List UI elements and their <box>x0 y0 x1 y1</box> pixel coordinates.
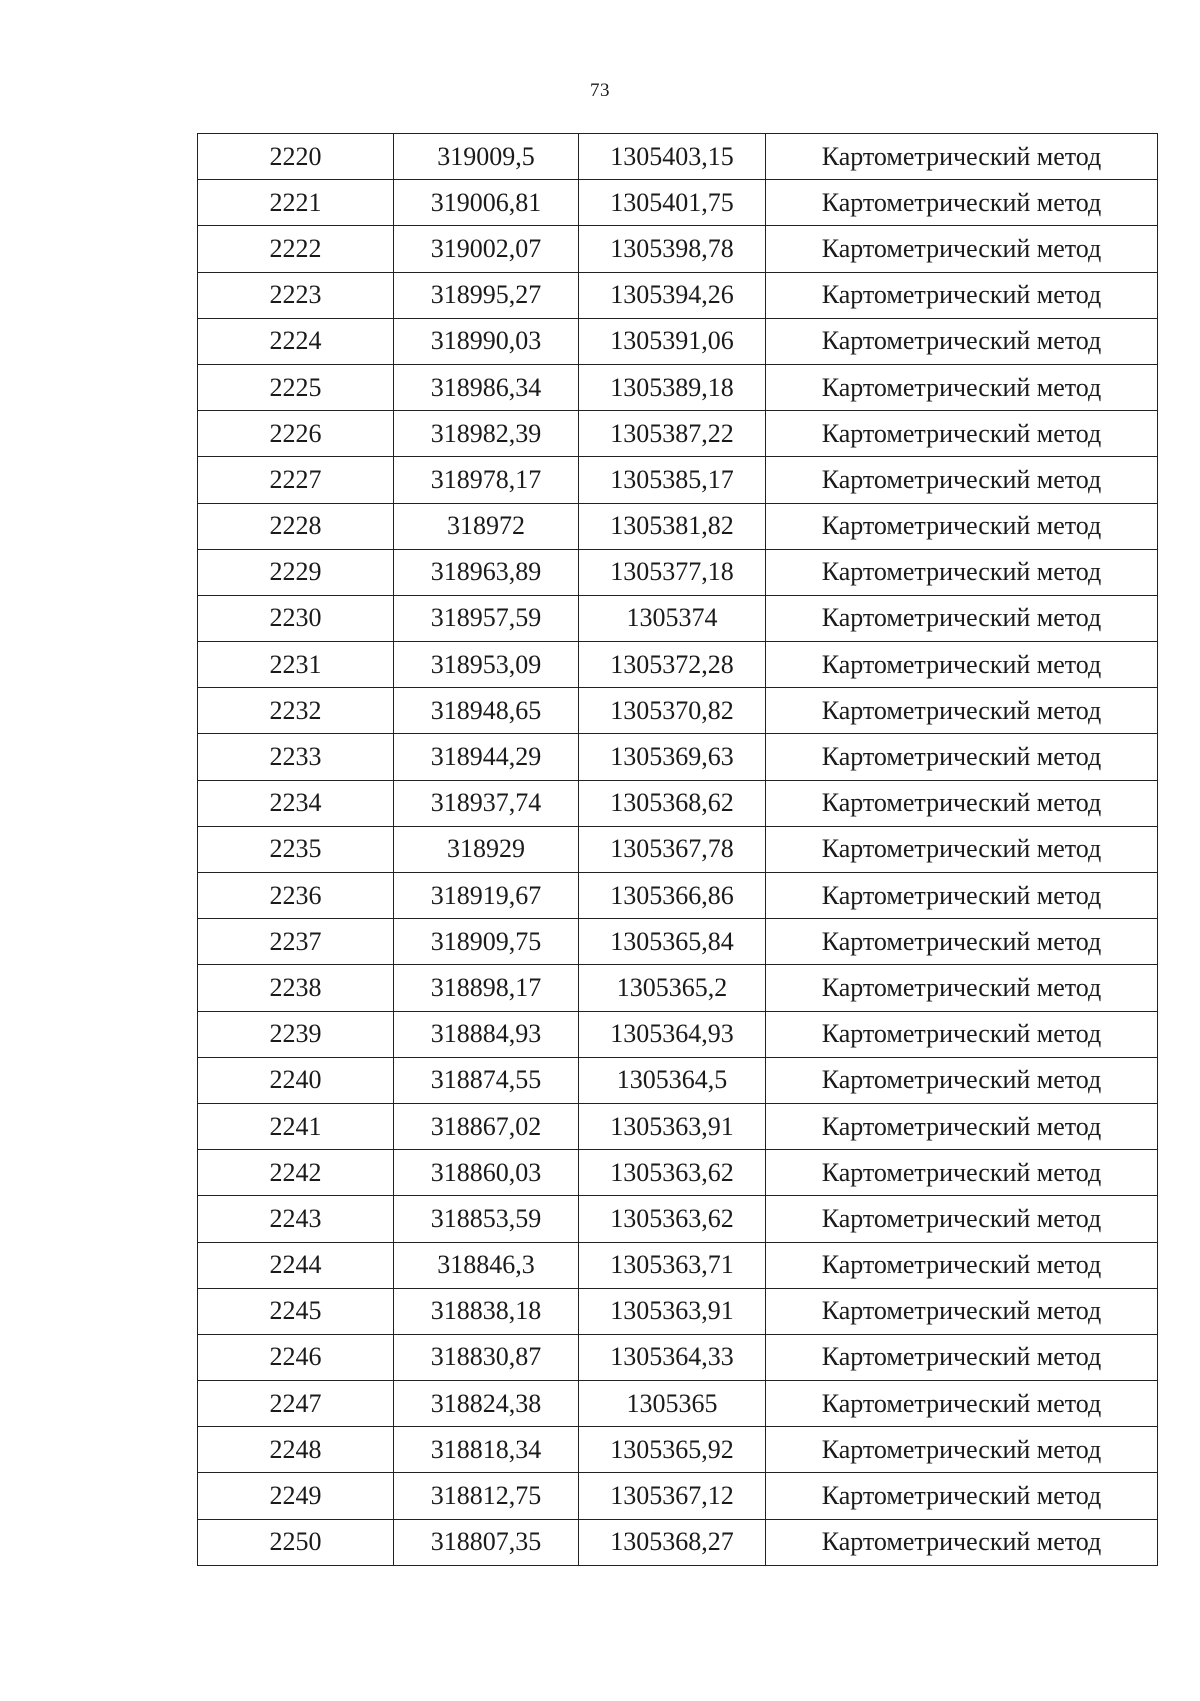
table-row <box>198 873 1158 919</box>
table-row <box>198 919 1158 965</box>
point-number-cell: 2243 <box>198 1196 394 1242</box>
y-coordinate-cell: 1305398,78 <box>579 226 766 272</box>
point-number-cell: 2246 <box>198 1334 394 1380</box>
x-coordinate-cell: 318919,67 <box>394 873 579 919</box>
method-cell: Картометрический метод <box>766 1519 1158 1565</box>
table-row <box>198 411 1158 457</box>
x-coordinate-cell: 318972 <box>394 503 579 549</box>
point-number-cell: 2226 <box>198 411 394 457</box>
point-number-cell: 2239 <box>198 1011 394 1057</box>
y-coordinate-cell: 1305363,62 <box>579 1150 766 1196</box>
point-number-cell: 2220 <box>198 134 394 180</box>
x-coordinate-cell: 318898,17 <box>394 965 579 1011</box>
table-row <box>198 180 1158 226</box>
table-row <box>198 364 1158 410</box>
x-coordinate-cell: 318982,39 <box>394 411 579 457</box>
method-cell: Картометрический метод <box>766 873 1158 919</box>
table-row <box>198 826 1158 872</box>
method-cell: Картометрический метод <box>766 965 1158 1011</box>
method-cell: Картометрический метод <box>766 1057 1158 1103</box>
method-cell: Картометрический метод <box>766 688 1158 734</box>
x-coordinate-cell: 318884,93 <box>394 1011 579 1057</box>
point-number-cell: 2242 <box>198 1150 394 1196</box>
x-coordinate-cell: 318909,75 <box>394 919 579 965</box>
y-coordinate-cell: 1305363,91 <box>579 1288 766 1334</box>
y-coordinate-cell: 1305401,75 <box>579 180 766 226</box>
method-cell: Картометрический метод <box>766 272 1158 318</box>
y-coordinate-cell: 1305363,62 <box>579 1196 766 1242</box>
table-row <box>198 1473 1158 1519</box>
point-number-cell: 2247 <box>198 1381 394 1427</box>
table-row <box>198 1196 1158 1242</box>
coordinates-table-body <box>198 134 1158 1566</box>
table-row <box>198 965 1158 1011</box>
y-coordinate-cell: 1305369,63 <box>579 734 766 780</box>
method-cell: Картометрический метод <box>766 180 1158 226</box>
method-cell: Картометрический метод <box>766 411 1158 457</box>
x-coordinate-cell: 318838,18 <box>394 1288 579 1334</box>
y-coordinate-cell: 1305365,84 <box>579 919 766 965</box>
y-coordinate-cell: 1305366,86 <box>579 873 766 919</box>
point-number-cell: 2234 <box>198 780 394 826</box>
method-cell: Картометрический метод <box>766 134 1158 180</box>
x-coordinate-cell: 319006,81 <box>394 180 579 226</box>
table-row <box>198 734 1158 780</box>
method-cell: Картометрический метод <box>766 1103 1158 1149</box>
table-row <box>198 1103 1158 1149</box>
method-cell: Картометрический метод <box>766 595 1158 641</box>
point-number-cell: 2228 <box>198 503 394 549</box>
method-cell: Картометрический метод <box>766 826 1158 872</box>
point-number-cell: 2232 <box>198 688 394 734</box>
point-number-cell: 2227 <box>198 457 394 503</box>
method-cell: Картометрический метод <box>766 318 1158 364</box>
point-number-cell: 2235 <box>198 826 394 872</box>
table-row <box>198 134 1158 180</box>
x-coordinate-cell: 318953,09 <box>394 642 579 688</box>
method-cell: Картометрический метод <box>766 1427 1158 1473</box>
y-coordinate-cell: 1305381,82 <box>579 503 766 549</box>
x-coordinate-cell: 318812,75 <box>394 1473 579 1519</box>
table-row <box>198 1057 1158 1103</box>
point-number-cell: 2221 <box>198 180 394 226</box>
x-coordinate-cell: 318995,27 <box>394 272 579 318</box>
x-coordinate-cell: 318807,35 <box>394 1519 579 1565</box>
table-row <box>198 226 1158 272</box>
page-number: 73 <box>590 80 610 101</box>
table-row <box>198 1242 1158 1288</box>
y-coordinate-cell: 1305363,71 <box>579 1242 766 1288</box>
table-row <box>198 1427 1158 1473</box>
y-coordinate-cell: 1305389,18 <box>579 364 766 410</box>
x-coordinate-cell: 318818,34 <box>394 1427 579 1473</box>
method-cell: Картометрический метод <box>766 780 1158 826</box>
method-cell: Картометрический метод <box>766 1473 1158 1519</box>
method-cell: Картометрический метод <box>766 1288 1158 1334</box>
table-row <box>198 1381 1158 1427</box>
x-coordinate-cell: 319002,07 <box>394 226 579 272</box>
table-row <box>198 549 1158 595</box>
y-coordinate-cell: 1305364,93 <box>579 1011 766 1057</box>
point-number-cell: 2249 <box>198 1473 394 1519</box>
x-coordinate-cell: 318853,59 <box>394 1196 579 1242</box>
table-row <box>198 1011 1158 1057</box>
x-coordinate-cell: 318929 <box>394 826 579 872</box>
method-cell: Картометрический метод <box>766 226 1158 272</box>
table-row <box>198 595 1158 641</box>
table-row <box>198 318 1158 364</box>
table-row <box>198 642 1158 688</box>
x-coordinate-cell: 318986,34 <box>394 364 579 410</box>
point-number-cell: 2240 <box>198 1057 394 1103</box>
point-number-cell: 2222 <box>198 226 394 272</box>
y-coordinate-cell: 1305394,26 <box>579 272 766 318</box>
x-coordinate-cell: 319009,5 <box>394 134 579 180</box>
y-coordinate-cell: 1305367,12 <box>579 1473 766 1519</box>
y-coordinate-cell: 1305391,06 <box>579 318 766 364</box>
method-cell: Картометрический метод <box>766 503 1158 549</box>
method-cell: Картометрический метод <box>766 457 1158 503</box>
table-row <box>198 1288 1158 1334</box>
y-coordinate-cell: 1305385,17 <box>579 457 766 503</box>
method-cell: Картометрический метод <box>766 1242 1158 1288</box>
x-coordinate-cell: 318957,59 <box>394 595 579 641</box>
method-cell: Картометрический метод <box>766 1381 1158 1427</box>
point-number-cell: 2248 <box>198 1427 394 1473</box>
y-coordinate-cell: 1305364,33 <box>579 1334 766 1380</box>
y-coordinate-cell: 1305365 <box>579 1381 766 1427</box>
y-coordinate-cell: 1305363,91 <box>579 1103 766 1149</box>
table-row <box>198 272 1158 318</box>
y-coordinate-cell: 1305377,18 <box>579 549 766 595</box>
point-number-cell: 2236 <box>198 873 394 919</box>
y-coordinate-cell: 1305368,27 <box>579 1519 766 1565</box>
point-number-cell: 2231 <box>198 642 394 688</box>
point-number-cell: 2223 <box>198 272 394 318</box>
point-number-cell: 2237 <box>198 919 394 965</box>
x-coordinate-cell: 318824,38 <box>394 1381 579 1427</box>
method-cell: Картометрический метод <box>766 549 1158 595</box>
x-coordinate-cell: 318860,03 <box>394 1150 579 1196</box>
x-coordinate-cell: 318830,87 <box>394 1334 579 1380</box>
table-row <box>198 1519 1158 1565</box>
table-row <box>198 457 1158 503</box>
method-cell: Картометрический метод <box>766 1011 1158 1057</box>
point-number-cell: 2230 <box>198 595 394 641</box>
y-coordinate-cell: 1305372,28 <box>579 642 766 688</box>
x-coordinate-cell: 318978,17 <box>394 457 579 503</box>
y-coordinate-cell: 1305365,2 <box>579 965 766 1011</box>
method-cell: Картометрический метод <box>766 1196 1158 1242</box>
point-number-cell: 2224 <box>198 318 394 364</box>
x-coordinate-cell: 318963,89 <box>394 549 579 595</box>
y-coordinate-cell: 1305365,92 <box>579 1427 766 1473</box>
table-row <box>198 688 1158 734</box>
method-cell: Картометрический метод <box>766 734 1158 780</box>
point-number-cell: 2233 <box>198 734 394 780</box>
x-coordinate-cell: 318937,74 <box>394 780 579 826</box>
y-coordinate-cell: 1305403,15 <box>579 134 766 180</box>
table-row <box>198 1150 1158 1196</box>
x-coordinate-cell: 318846,3 <box>394 1242 579 1288</box>
method-cell: Картометрический метод <box>766 1150 1158 1196</box>
point-number-cell: 2245 <box>198 1288 394 1334</box>
method-cell: Картометрический метод <box>766 364 1158 410</box>
point-number-cell: 2225 <box>198 364 394 410</box>
y-coordinate-cell: 1305370,82 <box>579 688 766 734</box>
method-cell: Картометрический метод <box>766 642 1158 688</box>
x-coordinate-cell: 318874,55 <box>394 1057 579 1103</box>
table-row <box>198 1334 1158 1380</box>
coordinates-table <box>197 133 1158 1566</box>
point-number-cell: 2241 <box>198 1103 394 1149</box>
y-coordinate-cell: 1305364,5 <box>579 1057 766 1103</box>
x-coordinate-cell: 318867,02 <box>394 1103 579 1149</box>
point-number-cell: 2244 <box>198 1242 394 1288</box>
y-coordinate-cell: 1305387,22 <box>579 411 766 457</box>
method-cell: Картометрический метод <box>766 919 1158 965</box>
x-coordinate-cell: 318948,65 <box>394 688 579 734</box>
y-coordinate-cell: 1305368,62 <box>579 780 766 826</box>
method-cell: Картометрический метод <box>766 1334 1158 1380</box>
point-number-cell: 2229 <box>198 549 394 595</box>
x-coordinate-cell: 318944,29 <box>394 734 579 780</box>
x-coordinate-cell: 318990,03 <box>394 318 579 364</box>
y-coordinate-cell: 1305374 <box>579 595 766 641</box>
table-row <box>198 780 1158 826</box>
point-number-cell: 2238 <box>198 965 394 1011</box>
point-number-cell: 2250 <box>198 1519 394 1565</box>
table-row <box>198 503 1158 549</box>
y-coordinate-cell: 1305367,78 <box>579 826 766 872</box>
